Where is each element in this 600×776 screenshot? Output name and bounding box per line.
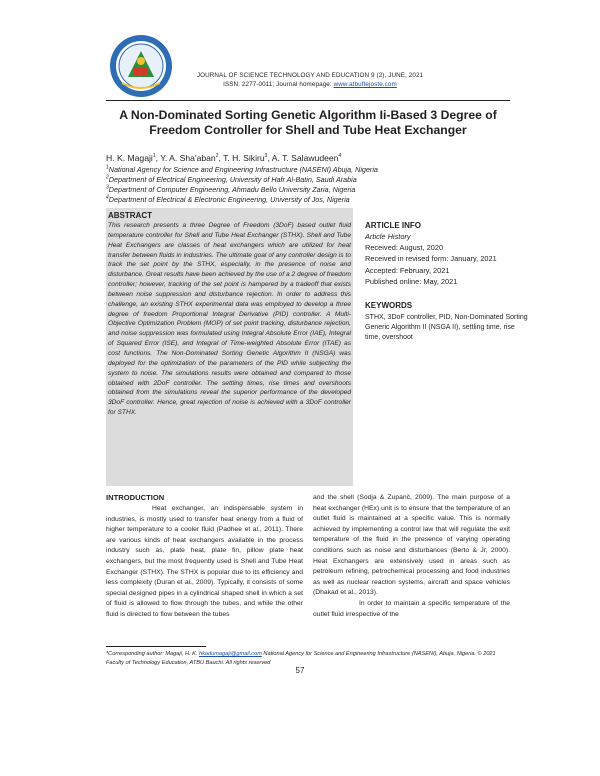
intro-paragraph: and the shell (Sodja & Zupanč, 2009). The main purpose of a heat exchanger (HEx) unit is to ensure that the temperature of an outlet fluid is maintained at a specific value. This is normally achieved by implementing a control law that will regulate the exit temperature of the fluid in the presence of varying operating conditions such as noise and disturbances (Berto & Jr, 2000). Heat Exchangers are extensively used in areas such as petroleum refining, petrochemical processing and food industries as well as nuclear reaction systems, aircraft and space vehicles (Dhakad et al., 2013). — [313, 494, 510, 597]
author-name: A. T. Salawudeen — [271, 153, 339, 163]
affiliation-text: Department of Computer Engineering, Ahmadu Bello University Zaria, Nigeria — [108, 185, 356, 194]
affiliation — [106, 165, 378, 174]
journal-name: JOURNAL OF SCIENCE TECHNOLOGY AND EDUCATION 9 (2), JUNE, 2021 — [196, 72, 424, 79]
homepage-link[interactable]: www.atbuftejoste.com — [333, 81, 397, 88]
author-email-link[interactable]: hkadumagaji@gmail.com — [198, 651, 262, 657]
issn-text: ISSN: 2277-0011; Journal homepage: — [223, 81, 334, 88]
header-rule — [106, 100, 510, 101]
received-date: Received: August, 2020 — [365, 243, 444, 252]
affiliation-sup: 3 — [106, 184, 109, 191]
keywords-text: STHX, 3DoF controller, PID, Non-Dominated Sorting Generic Algorithm II (NSGA II), settling time, rise time, overshoot — [365, 314, 528, 341]
article-info-heading: ARTICLE INFO — [365, 221, 421, 230]
abstract-heading: ABSTRACT — [108, 211, 152, 220]
author-sup: 3 — [264, 153, 268, 160]
affiliation — [106, 185, 355, 194]
journal-issn — [190, 81, 430, 88]
paper-title: A Non-Dominated Sorting Genetic Algorithm Ii-Based 3 Degree of Freedom Controller for Shell and Tube Heat Exchanger — [119, 108, 497, 137]
affiliation-text: National Agency for Science and Engineering Infrastructure (NASENI) Abuja, Nigeria — [108, 165, 378, 174]
author-name: Y. A. Sha'aban — [160, 153, 216, 163]
journal-logo — [108, 33, 174, 99]
footnote-author: *Corresponding author: Magaji, H. K. — [106, 651, 199, 657]
accepted-date: Accepted: February, 2021 — [365, 266, 450, 275]
body-column-left — [106, 504, 303, 621]
introduction-heading: INTRODUCTION — [106, 493, 165, 502]
body-column-right — [313, 493, 510, 620]
affiliation-sup: 4 — [106, 194, 109, 201]
affiliation — [106, 175, 357, 184]
footnote-rule — [106, 646, 206, 647]
author-sup: 4 — [338, 153, 342, 160]
affiliation-sup: 1 — [106, 164, 109, 171]
page-number: 57 — [295, 666, 305, 675]
affiliation-text: Department of Electrical Engineering, University of Hafr Al-Batin, Saudi Arabia — [108, 175, 357, 184]
intro-paragraph: Heat exchanger, an indispensable system in industries, is mostly used to transfer heat energy from a fluid of higher temperature to a cooler fluid (Padhee et al., 2011). There are various kinds of heat exchangers available in the process industry such as, plate heat, plate fin, pillow plate heat exchangers, but the most frequently used is Shell and Tube Heat Exchanger (STHX). The STHX is popular due to its efficiency and less complexity (Duran et al., 2009). Typically, it consists of some special designed pipes in a cylindrical shaped shell in which a set of fluid is allowed to flow through the tubes, and while the other fluid is directed to flow between the tubes — [106, 505, 303, 618]
footnote-text: National Agency for Science and Engineering Infrastructure (NASENI), Abuja, Nigeria. © 2021 Faculty of Technology Education, ATBU Bauchi. All rights reserved — [106, 651, 496, 666]
published-date: Published online: May, 2021 — [365, 277, 458, 286]
author-name: H. K. Magaji — [106, 153, 153, 163]
intro-paragraph: In order to maintain a specific temperature of the outlet fluid irrespective of the — [313, 599, 510, 618]
article-history: Article History — [365, 232, 411, 241]
affiliation — [106, 195, 350, 204]
affiliation-sup: 2 — [106, 174, 109, 181]
author-list: H. K. Magaji$^1$, Y. A. Sha'aban$^2$, T. H. Sikiru$^3$, A. T. Salawudeen$^4$ — [106, 153, 342, 163]
keywords-heading: KEYWORDS — [365, 301, 413, 310]
abstract-text: This research presents a three Degree of Freedom (3DoF) based outlet fluid temperature controller for Shell and Tube Heat Exchanger (STHX). Shell and Tube Heat Exchangers are classes of heat exchangers which are utilized for heat transfer between fluids in industries. The ultimate goal of any controller design is to track the set point by the STHX, especially, in the presence of noise and disturbance. Great results have been achieved by the use of a 2 degree of freedom controller; however, tracking of the set point is hampered by a tradeoff that exists between noise suppression and disturbance rejection. In order to address this challenge, an existing STHX experimental data was employed to develop a three degree of freedom Proportional Integral Derivative (PID) controller. A Multi-Objective Optimization Problem (MOP) of set point tracking, disturbance rejection, and noise suppression was formulated using Integral Absolute Error (IAE), Integral of Squared Error (ISE), and Integral of Time-weighted Absolute Error (ITAE) as cost functions. The Non-Dominated Sorting Genetic Algorithm II (NSGA) was deployed for the optimization of the parameters of the PID while subjecting the system to noise. The simulations results were obtained and compared to those obtained with 2DoF controller. The settling times, rise times and overshoots obtained from the simulations reveal the superior performance of the developed 3DoF controller. Hence, great rejection of noise is achieved with a 3DoF controller for STHX. — [108, 222, 351, 417]
author-name: T. H. Sikiru — [223, 153, 265, 163]
author-sup: 2 — [215, 153, 219, 160]
revised-date: Received in revised form: January, 2021 — [365, 254, 497, 263]
author-sup: 1 — [152, 153, 156, 160]
affiliation-text: Department of Electrical & Electronic Engineering, University of Jos, Nigeria — [108, 195, 350, 204]
